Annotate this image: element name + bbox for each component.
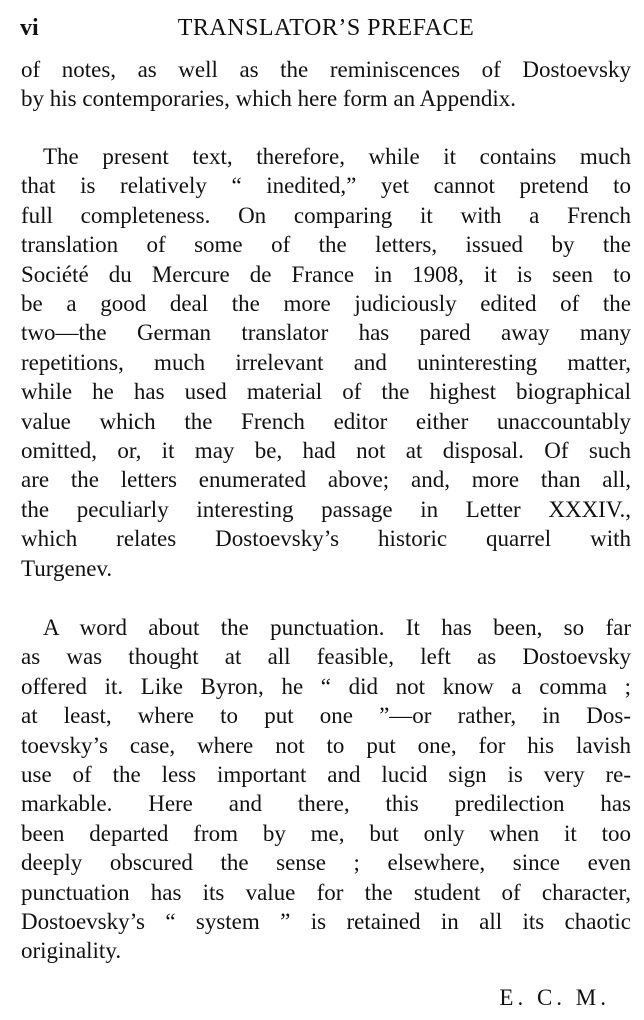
running-head: TRANSLATOR’S PREFACE xyxy=(177,15,475,41)
text-line: which relates Dostoevsky’s historic quarrel with xyxy=(21,526,631,552)
text-line: toevsky’s case, where not to put one, for his lavish xyxy=(21,732,631,758)
text-line: that is relatively “ inedited,” yet cannot pretend to xyxy=(21,173,631,199)
text-line: two—the German translator has pared away many xyxy=(21,320,631,346)
text-line: full completeness. On comparing it with a French xyxy=(21,202,631,228)
text-line: originality. xyxy=(21,938,122,964)
paragraph-1 xyxy=(21,55,631,114)
text-line: as was thought at all feasible, left as Dostoevsky xyxy=(21,644,631,670)
text-line: while he has used material of the highest biographical xyxy=(21,379,631,405)
text-line: be a good deal the more judiciously edited of the xyxy=(21,291,631,317)
text-line: offered it. Like Byron, he “ did not know a comma ; xyxy=(21,673,631,699)
paragraph-2 xyxy=(21,142,631,583)
text-line: Société du Mercure de France in 1908, it is seen to xyxy=(21,261,631,287)
text-line: of notes, as well as the reminiscences of Dostoevsky xyxy=(21,57,631,82)
text-line: Turgenev. xyxy=(21,555,113,581)
text-line: The present text, therefore, while it contains much xyxy=(43,144,631,169)
text-line: translation of some of the letters, issued by the xyxy=(21,232,631,258)
text-line: punctuation has its value for the student of character, xyxy=(21,879,631,905)
text-line: markable. Here and there, this predilection has xyxy=(21,791,631,817)
text-line: deeply obscured the sense ; elsewhere, since even xyxy=(21,850,631,876)
text-line: at least, where to put one ”—or rather, in Dos- xyxy=(21,703,631,729)
text-line: repetitions, much irrelevant and uninteresting matter, xyxy=(21,349,631,375)
text-line: by his contemporaries, which here form an Appendix. xyxy=(21,86,517,112)
text-line: are the letters enumerated above; and, more than all, xyxy=(21,467,631,493)
text-line: value which the French editor either unaccountably xyxy=(21,408,631,434)
page-header xyxy=(20,8,632,48)
signature: E. C. M. xyxy=(499,985,610,1010)
text-line: use of the less important and lucid sign is very re- xyxy=(21,762,631,788)
paragraph-3 xyxy=(21,613,631,966)
text-line: A word about the punctuation. It has been, so far xyxy=(43,615,631,640)
text-line: omitted, or, it may be, had not at disposal. Of such xyxy=(21,438,631,464)
page-number: vi xyxy=(20,15,39,41)
text-line: Dostoevsky’s “ system ” is retained in all its chaotic xyxy=(21,909,631,935)
text-line: the peculiarly interesting passage in Letter XXXIV., xyxy=(21,496,631,522)
text-line: been departed from by me, but only when it too xyxy=(21,820,631,846)
